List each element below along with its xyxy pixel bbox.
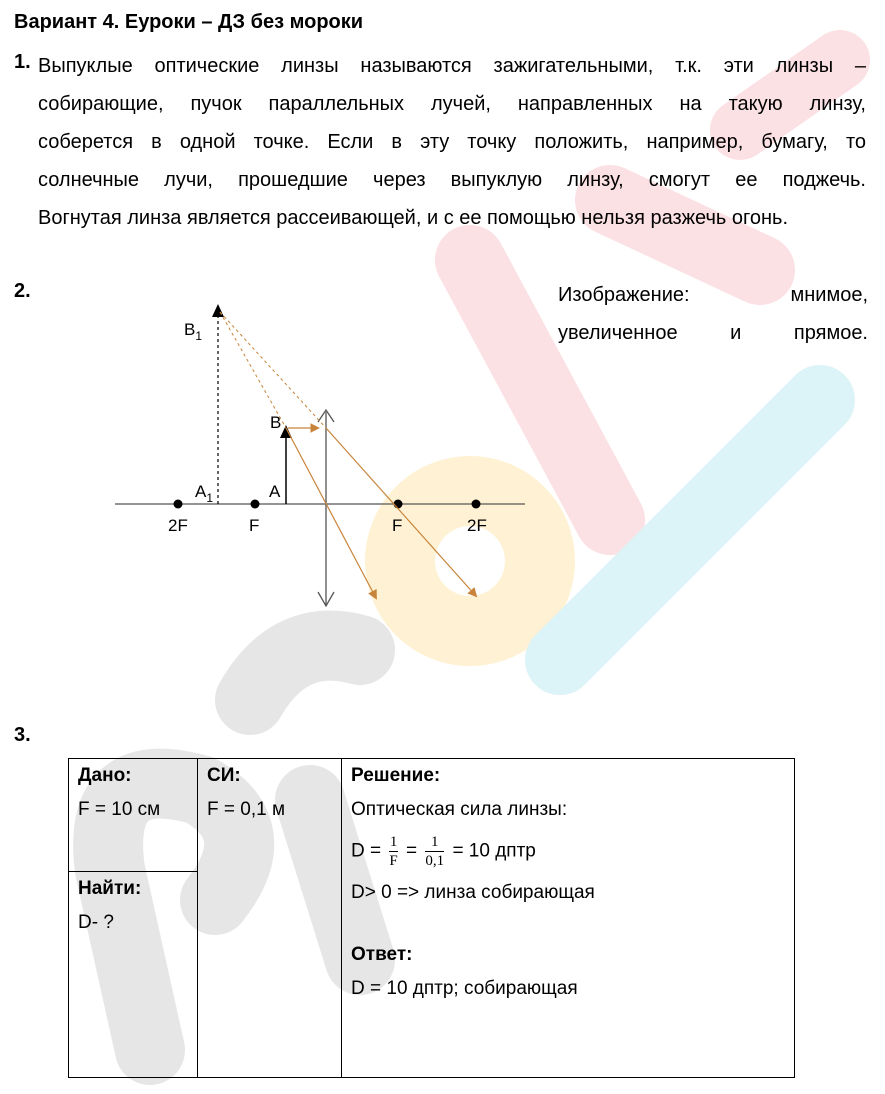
task1-line: Выпуклые оптические линзы называются зажигательными, т.к. эти линзы – [38, 55, 866, 77]
fraction-1-num: 1 [389, 834, 398, 850]
task3-number: 3. [14, 724, 31, 746]
page-title: Вариант 4. Еуроки – ДЗ без мороки [14, 11, 364, 33]
ray-extension-1 [220, 312, 326, 428]
formula-eq: = [406, 840, 418, 862]
solution-cell [342, 759, 795, 1078]
task1-number: 1. [14, 51, 31, 73]
task1-line: соберется в одной точке. Если в эту точку положить, например, бумагу, то [38, 131, 866, 153]
image-description: Изображение: мнимое, увеличенное и прямое. [558, 284, 868, 344]
label-a: A [269, 482, 281, 501]
image-arrowhead [212, 304, 224, 317]
fraction-2 [425, 833, 444, 870]
task1-line: собирающие, пучок параллельных лучей, направленных на такую линзу, [38, 93, 866, 115]
point-f-right [394, 500, 403, 509]
ray-through-f [326, 428, 476, 596]
answer-header: Ответ: [351, 944, 413, 965]
task1-paragraph [38, 47, 866, 237]
task1-line: солнечные лучи, прошедшие через выпуклую линзу, смогут ее поджечь. [38, 169, 866, 191]
si-header: СИ: [207, 765, 241, 786]
label-f-right: F [392, 516, 403, 535]
given-header: Дано: [78, 765, 132, 786]
label-2f-right: 2F [467, 516, 487, 535]
label-a1: $A_1$ [195, 482, 214, 505]
solution-header: Решение: [351, 765, 441, 786]
formula-prefix: D = [351, 840, 382, 862]
formula [351, 833, 785, 870]
si-value: F = 0,1 м [207, 799, 286, 820]
fraction-2-den: 0,1 [425, 853, 445, 869]
solution-table [68, 758, 795, 1078]
task2-number: 2. [14, 280, 31, 302]
solution-line-1: Оптическая сила линзы: [351, 799, 568, 820]
si-cell [198, 759, 342, 1078]
point-f-left [251, 500, 260, 509]
label-2f-left: 2F [168, 516, 188, 535]
fraction-2-num: 1 [431, 834, 439, 850]
label-f-left: F [249, 516, 260, 535]
solution-line-3: D> 0 => линза собирающая [351, 882, 595, 903]
given-cell [69, 759, 198, 872]
ray-through-center [286, 428, 376, 598]
find-value: D- ? [78, 912, 114, 933]
given-value: F = 10 см [78, 799, 161, 820]
ray-extension-2 [220, 312, 286, 428]
point-2f-right [472, 500, 481, 509]
lens-diagram [100, 290, 540, 620]
find-cell [69, 872, 198, 1078]
fraction-1-den: F [389, 853, 398, 869]
find-header: Найти: [78, 878, 142, 899]
formula-result: = 10 дптр [452, 840, 536, 862]
label-b: B [270, 413, 282, 432]
fraction-1 [389, 833, 397, 870]
point-2f-left [174, 500, 183, 509]
label-b1: $B_1$ [184, 320, 203, 343]
answer-value: D = 10 дптр; собирающая [351, 978, 578, 999]
task1-line: Вогнутая линза является рассеивающей, и с ее помощью нельзя разжечь огонь. [38, 207, 789, 229]
